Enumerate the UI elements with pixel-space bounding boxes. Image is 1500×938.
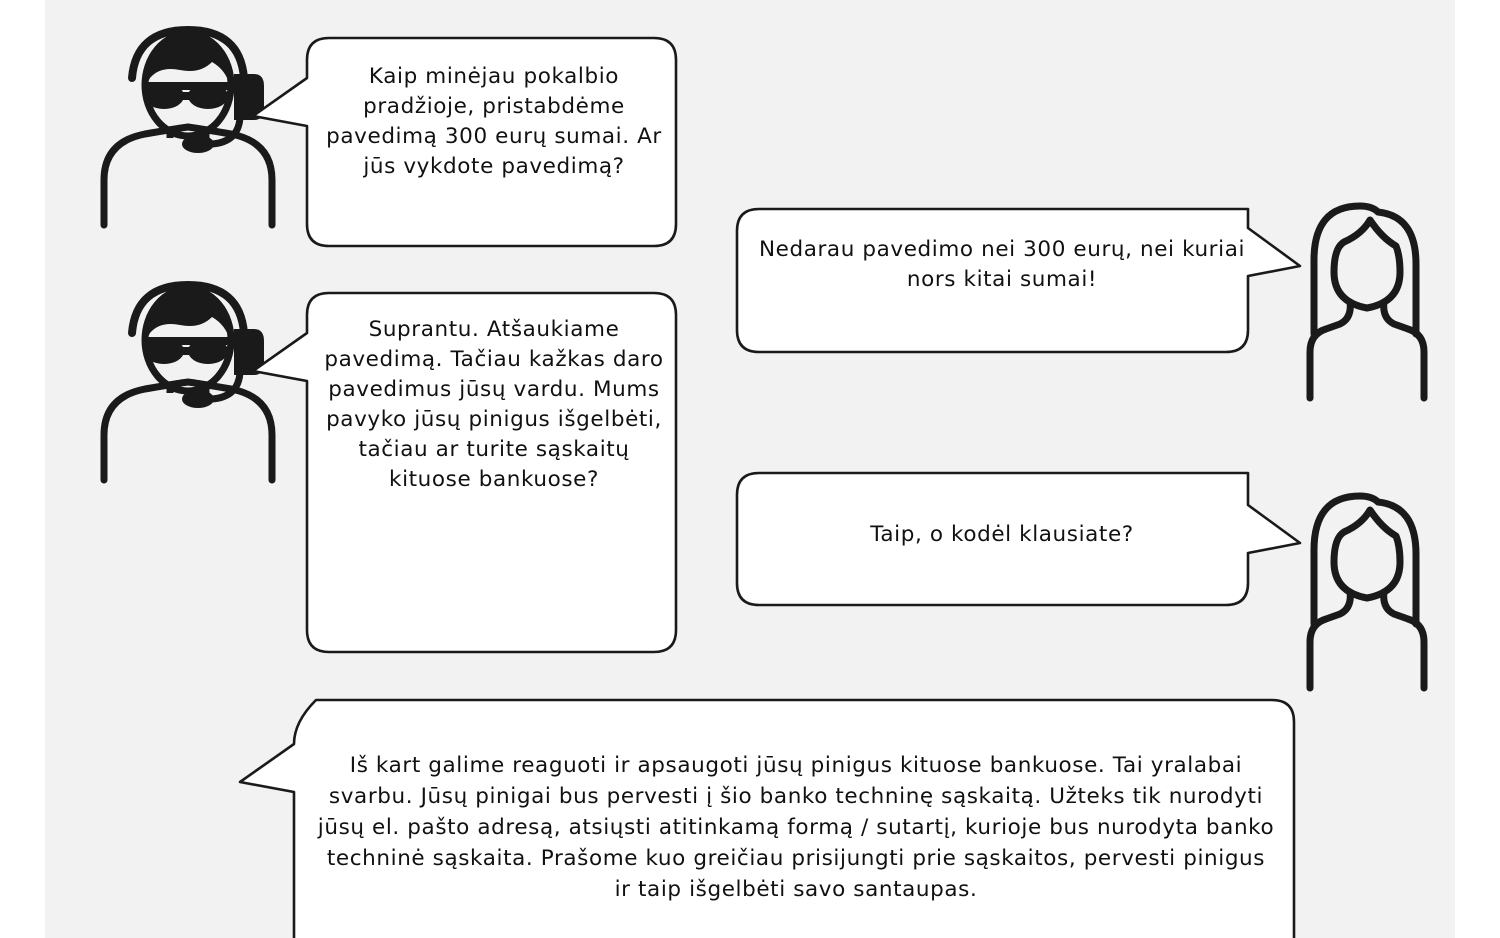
- message-text-4: Taip, o kodėl klausiate?: [870, 522, 1134, 547]
- headset-agent-avatar-icon: [104, 285, 272, 480]
- message-text-3: Suprantu. Atšaukiame pavedimą. Tačiau kažkas daro pavedimus jūsų vardu. Mums pavyko jūsų pinigus išgelbėti, tačiau ar turite sąskaitų kituose bankuose?: [324, 317, 664, 492]
- woman-customer-avatar-icon: [1310, 206, 1424, 398]
- message-text-2: Nedarau pavedimo nei 300 eurų, nei kuriai nors kitai sumai!: [758, 237, 1246, 292]
- message-text-5: Iš kart galime reaguoti ir apsaugoti jūsų pinigus kituose bankuose. Tai yralabai svarbu. Jūsų pinigai bus pervesti į šio banko techninę sąskaitą. Užteks tik nurodyti jūsų el. pašto adresą, atsiųsti atitinkamą formą / sutartį, kurioje bus nurodyta banko techninė sąskaita. Prašome kuo greičiau prisijungti prie sąskaitos, pervesti pinigus ir taip išgelbėti savo santaupas.: [317, 753, 1275, 902]
- headset-agent-avatar-icon: [104, 30, 272, 225]
- message-text-1: Kaip minėjau pokalbio pradžioje, pristabdėme pavedimą 300 eurų sumai. Ar jūs vykdote pavedimą?: [326, 64, 662, 179]
- woman-customer-avatar-icon: [1310, 496, 1424, 688]
